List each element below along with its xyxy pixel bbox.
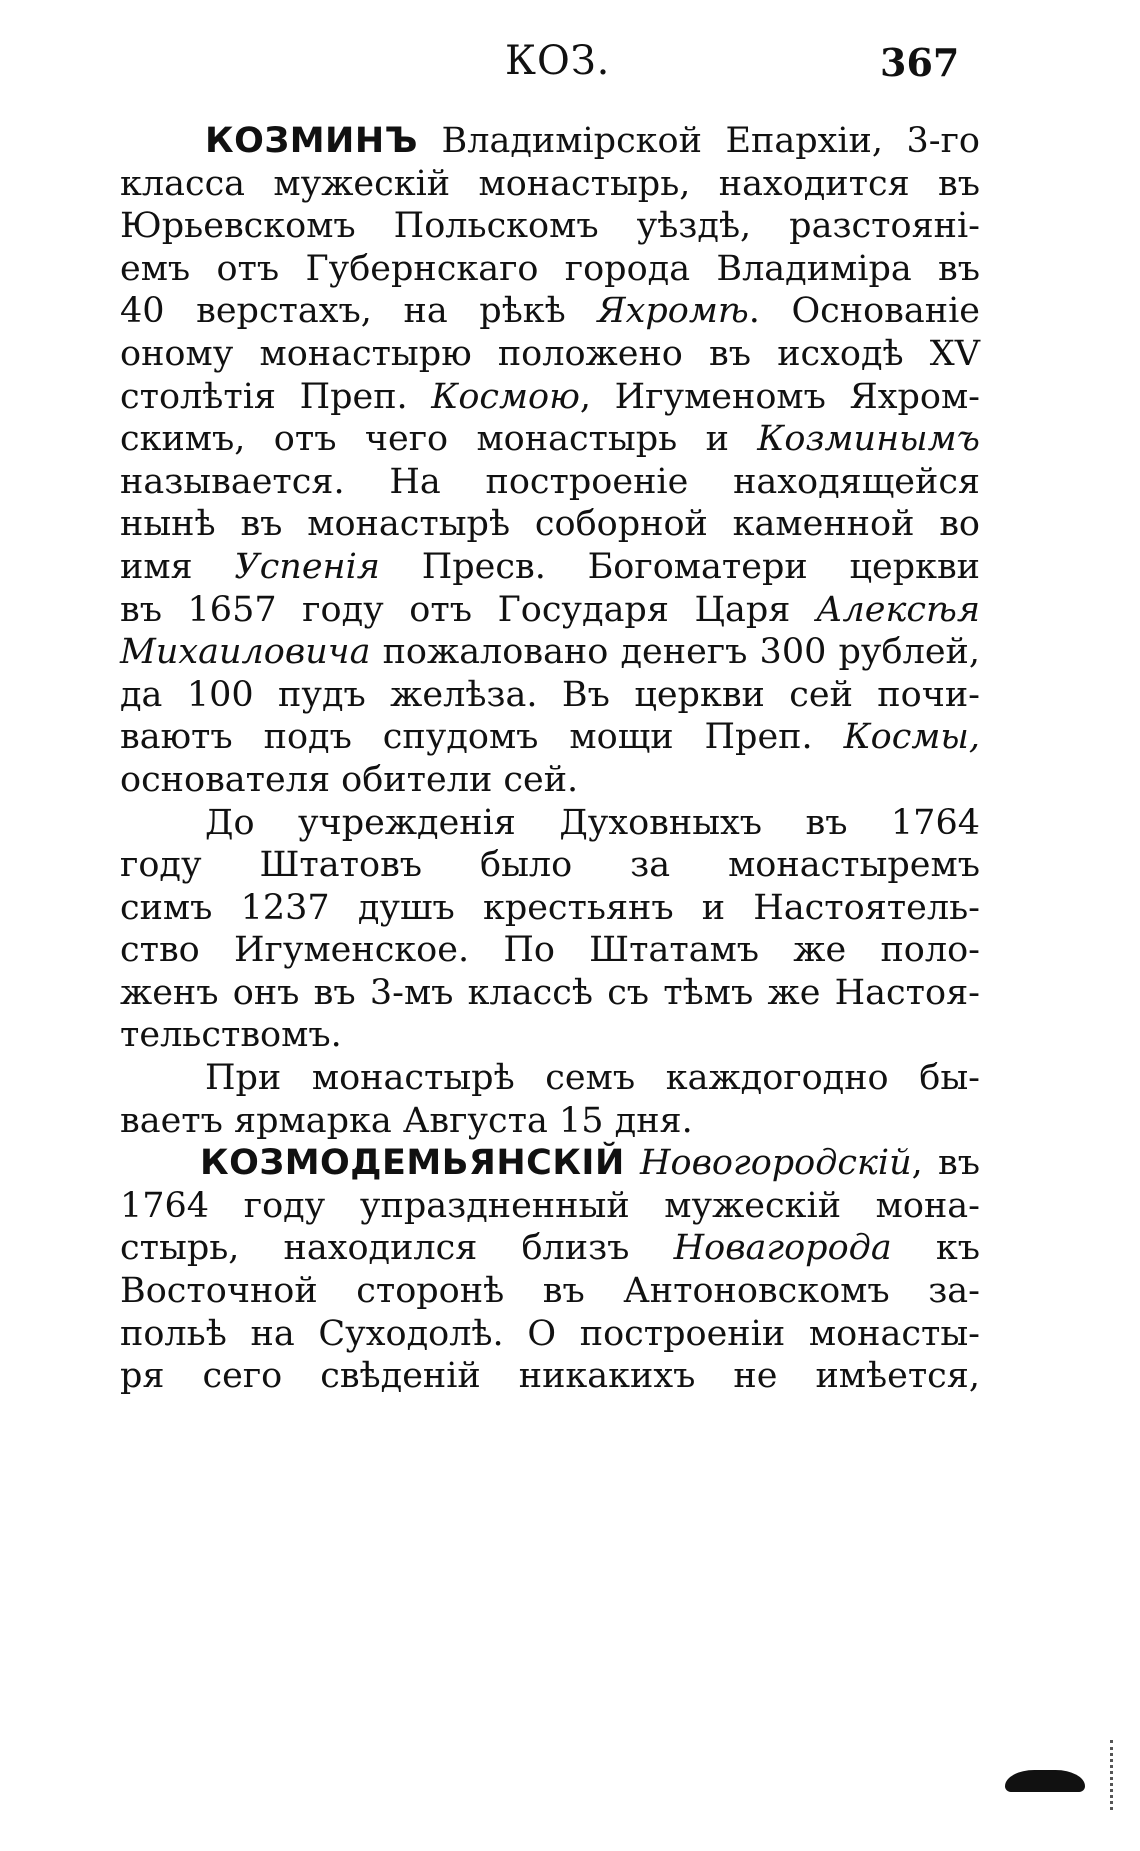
text-line: столѣтія Преп. Космою, Игуменомъ Яхром- [120,376,980,417]
text-line: ство Игуменское. По Штатамъ же поло- [120,930,980,971]
text-line: году Штатовъ было за монастыремъ [120,845,980,886]
text-line: въ 1657 году отъ Государя Царя Алексѣя [120,589,980,630]
edge-dots-mark [1110,1740,1117,1810]
text-line: имя Успенія Пресв. Богоматери церкви [120,546,980,587]
entry-headword: КОЗМОДЕМЬЯНСКІЙ [200,1143,625,1184]
text-line: емъ отъ Губернскаго города Владиміра въ [120,248,980,289]
italic-name: Козминымъ [757,419,980,460]
text-line: скимъ, отъ чего монастырь и Козминымъ [120,419,980,460]
text-line: основателя обители сей. [120,759,579,800]
text-line: 40 верстахъ, на рѣкѣ Яхромѣ. Основаніе [120,291,980,332]
italic-place-name: Яхромѣ [597,291,749,332]
text-line: стырь, находился близъ Новагорода къ [120,1228,980,1269]
text-line: ваетъ ярмарка Августа 15 дня. [120,1100,693,1141]
text-line: польѣ на Суходолѣ. О построеніи монасты- [120,1313,980,1354]
text-line: да 100 пудъ желѣза. Въ церкви сей почи- [120,674,980,715]
text-line: оному монастырю положено въ исходѣ XV [120,333,980,374]
text-line: тельствомъ. [120,1015,342,1056]
text-line: симъ 1237 душъ крестьянъ и Настоятель- [120,887,980,928]
text-line: Восточной сторонѣ въ Антоновскомъ за- [120,1271,980,1312]
italic-person-name: Михаиловича [120,632,371,673]
running-head [0,38,1140,98]
text-line: нынѣ въ монастырѣ соборной каменной во [120,504,980,545]
text-line: Юрьевскомъ Польскомъ уѣздѣ, разстояні- [120,206,980,247]
italic-place-name: Новогородскій [639,1143,912,1184]
text-line: называется. На построеніе находящейся [120,461,980,502]
text-line: При монастырѣ семъ каждогодно бы- [205,1058,980,1099]
text-line: КОЗМОДЕМЬЯНСКІЙ Новогородскій, въ [200,1143,980,1184]
running-title: КОЗ. [505,38,611,84]
entry-headword: КОЗМИНЪ [205,121,419,161]
page-number: 367 [880,40,960,85]
body-text [120,120,980,1398]
text-line: Михаиловича пожаловано денегъ 300 рублей, [120,632,980,673]
text-line: КОЗМИНЪ Владимірской Епархіи, 3-го [205,121,980,161]
italic-person-name: Алексѣя [815,589,980,630]
italic-person-name: Космы, [843,717,980,758]
text-line: ря сего свѣденій никакихъ не имѣется, [120,1356,980,1397]
text-line: женъ онъ въ 3-мъ классѣ съ тѣмъ же Настоя- [120,972,980,1013]
italic-person-name: Космою [431,376,580,417]
text-line: До учрежденія Духовныхъ въ 1764 [205,802,980,843]
ink-blot-mark [1005,1770,1085,1792]
text-line: ваютъ подъ спудомъ мощи Преп. Космы, [120,717,980,758]
text-line: класса мужескій монастырь, находится въ [120,163,980,204]
text-line: 1764 году упраздненный мужескій мона- [120,1185,980,1226]
italic-place-name: Новагорода [673,1228,892,1269]
italic-feast-name: Успенія [234,546,380,587]
